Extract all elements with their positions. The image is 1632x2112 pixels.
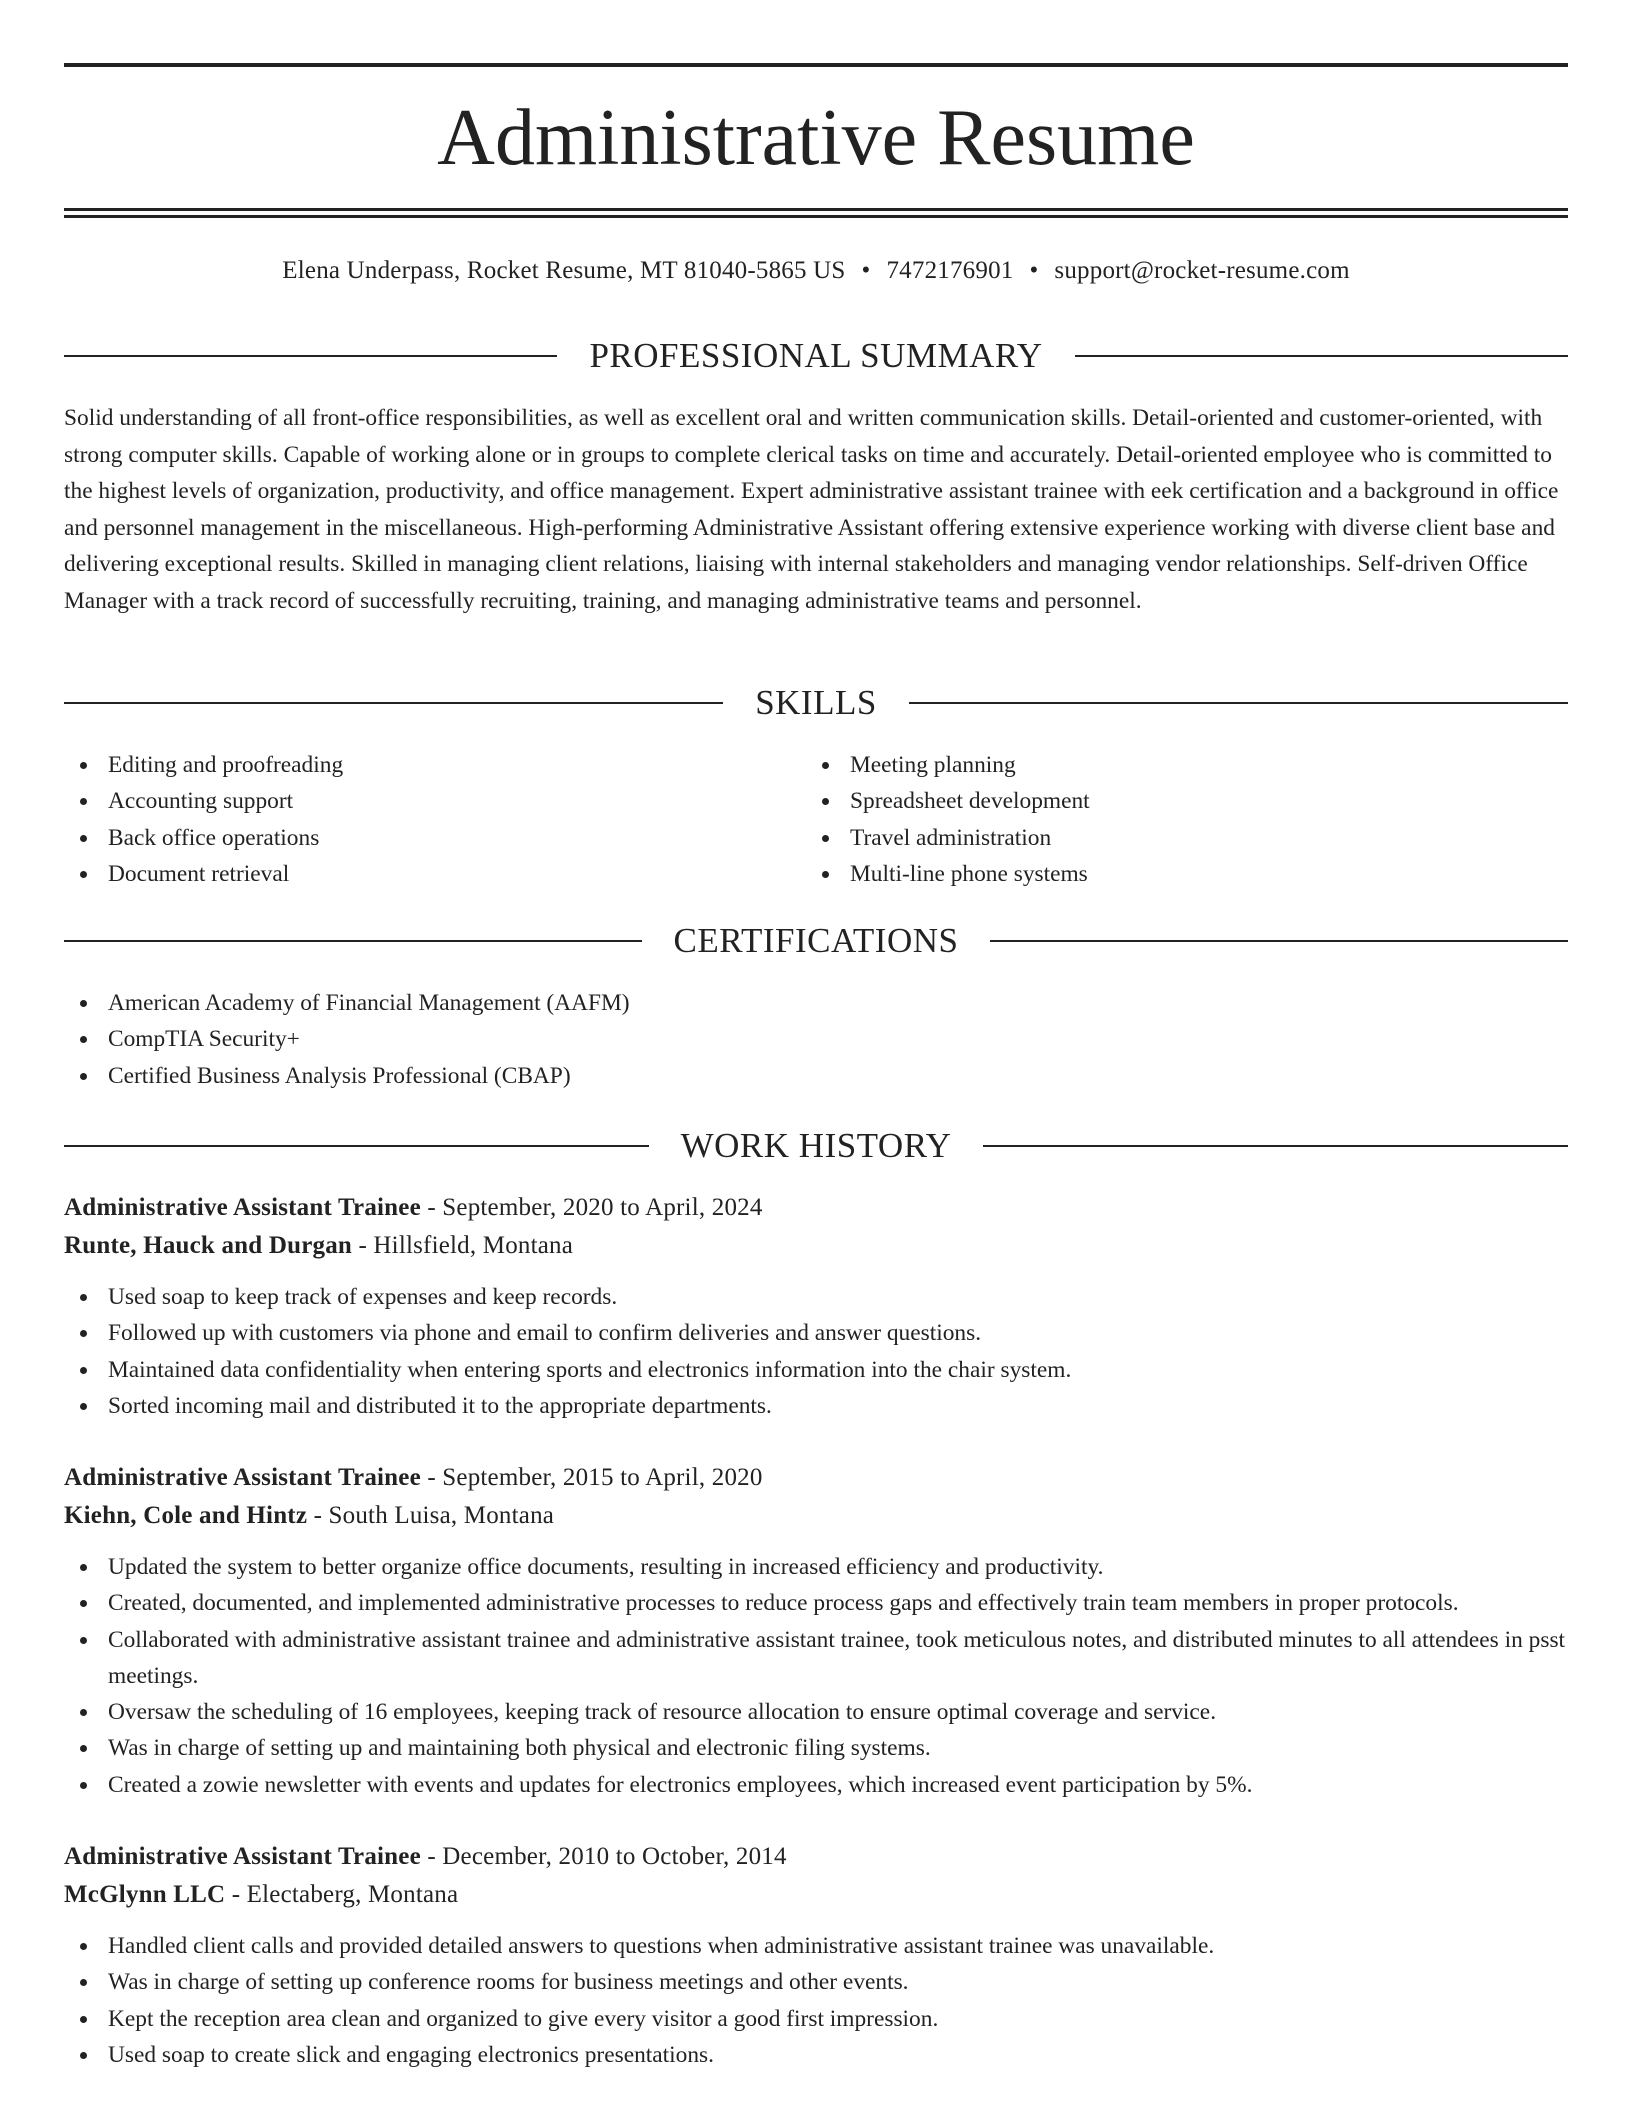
job-bullet: Used soap to keep track of expenses and keep records. bbox=[64, 1279, 1568, 1315]
job-title: Administrative Assistant Trainee bbox=[64, 1843, 421, 1870]
skill-item: Meeting planning bbox=[806, 747, 1506, 783]
section-header-work-history bbox=[64, 1124, 1568, 1168]
section-header-summary bbox=[64, 334, 1568, 378]
title-double-rule bbox=[64, 208, 1568, 218]
contact-email: support@rocket-resume.com bbox=[1054, 257, 1350, 284]
job-entry bbox=[64, 1459, 1568, 1803]
contact-address: Elena Underpass, Rocket Resume, MT 81040-5865 US bbox=[282, 257, 846, 284]
job-location: - South Luisa, Montana bbox=[307, 1502, 555, 1529]
section-rule bbox=[64, 702, 723, 704]
job-bullet: Collaborated with administrative assistant trainee and administrative assistant trainee, took meticulous notes, and distributed minutes to all attendees in psst meetings. bbox=[64, 1622, 1568, 1695]
job-bullet: Handled client calls and provided detailed answers to questions when administrative assistant trainee was unavailable. bbox=[64, 1928, 1568, 1964]
contact-separator: • bbox=[1029, 257, 1039, 284]
section-rule bbox=[909, 702, 1568, 704]
skill-item: Spreadsheet development bbox=[806, 783, 1506, 819]
contact-line bbox=[64, 254, 1568, 288]
section-rule bbox=[64, 1145, 649, 1147]
job-title-line bbox=[64, 1189, 1568, 1227]
job-bullets bbox=[64, 1549, 1568, 1803]
section-title-skills: SKILLS bbox=[755, 683, 877, 722]
job-entry bbox=[64, 1189, 1568, 1424]
job-bullet: Followed up with customers via phone and email to confirm deliveries and answer questions. bbox=[64, 1315, 1568, 1351]
job-bullet: Was in charge of setting up conference rooms for business meetings and other events. bbox=[64, 1964, 1568, 2000]
job-title-line bbox=[64, 1838, 1568, 1876]
job-bullet: Created a zowie newsletter with events and updates for electronics employees, which increased event participation by 5%. bbox=[64, 1767, 1568, 1803]
skills-list-right bbox=[806, 747, 1506, 892]
skill-item: Document retrieval bbox=[64, 856, 764, 892]
job-dates: - September, 2020 to April, 2024 bbox=[420, 1194, 763, 1221]
job-dates: - September, 2015 to April, 2020 bbox=[420, 1464, 763, 1491]
skill-item: Multi-line phone systems bbox=[806, 856, 1506, 892]
certification-item: American Academy of Financial Management (AAFM) bbox=[64, 985, 1568, 1021]
contact-phone: 7472176901 bbox=[886, 257, 1014, 284]
job-location: - Electaberg, Montana bbox=[225, 1881, 459, 1908]
section-rule bbox=[64, 355, 557, 357]
job-bullet: Updated the system to better organize office documents, resulting in increased efficiency and productivity. bbox=[64, 1549, 1568, 1585]
job-bullet: Sorted incoming mail and distributed it to the appropriate departments. bbox=[64, 1388, 1568, 1424]
skill-item: Back office operations bbox=[64, 820, 764, 856]
certification-item: Certified Business Analysis Professional (CBAP) bbox=[64, 1058, 1568, 1094]
job-bullet: Oversaw the scheduling of 16 employees, keeping track of resource allocation to ensure optimal coverage and service. bbox=[64, 1694, 1568, 1730]
job-bullet: Created, documented, and implemented administrative processes to reduce process gaps and effectively train team members in proper protocols. bbox=[64, 1585, 1568, 1621]
job-title-line bbox=[64, 1459, 1568, 1497]
section-title-summary: PROFESSIONAL SUMMARY bbox=[589, 336, 1043, 375]
job-dates: - December, 2010 to October, 2014 bbox=[420, 1843, 787, 1870]
contact-separator: • bbox=[861, 257, 871, 284]
section-rule bbox=[983, 1145, 1568, 1147]
section-rule bbox=[990, 940, 1568, 942]
job-bullet: Was in charge of setting up and maintaining both physical and electronic filing systems. bbox=[64, 1730, 1568, 1766]
certifications-list bbox=[64, 985, 1568, 1094]
job-entry bbox=[64, 1838, 1568, 2073]
skill-item: Travel administration bbox=[806, 820, 1506, 856]
resume-title: Administrative Resume bbox=[437, 94, 1195, 182]
certification-item: CompTIA Security+ bbox=[64, 1021, 1568, 1057]
section-header-skills bbox=[64, 681, 1568, 725]
job-bullet: Used soap to create slick and engaging electronics presentations. bbox=[64, 2037, 1568, 2073]
job-company-line bbox=[64, 1227, 1568, 1265]
skills-column-left bbox=[64, 747, 764, 892]
skill-item: Editing and proofreading bbox=[64, 747, 764, 783]
job-bullets bbox=[64, 1279, 1568, 1424]
job-title: Administrative Assistant Trainee bbox=[64, 1464, 421, 1491]
job-company: Kiehn, Cole and Hintz bbox=[64, 1502, 308, 1529]
job-location: - Hillsfield, Montana bbox=[352, 1232, 574, 1259]
job-bullets bbox=[64, 1928, 1568, 2073]
skill-item: Accounting support bbox=[64, 783, 764, 819]
skills-column-right bbox=[806, 747, 1506, 892]
job-title: Administrative Assistant Trainee bbox=[64, 1194, 421, 1221]
summary-text: Solid understanding of all front-office responsibilities, as well as excellent oral and written communication skills. Detail-oriented and customer-oriented, with strong computer skills. Capable of working alone or in groups to complete clerical tasks on time and accurately. Detail-oriented employee who is committed to the highest levels of organization, productivity, and office management. Expert administrative assistant trainee with eek certification and a background in office and personnel management in the miscellaneous. High-performing Administrative Assistant offering extensive experience working with diverse client base and delivering exceptional results. Skilled in managing client relations, liaising with internal stakeholders and managing vendor relationships. Self-driven Office Manager with a track record of successfully recruiting, training, and managing administrative teams and personnel. bbox=[64, 405, 1559, 614]
job-company: McGlynn LLC bbox=[64, 1881, 226, 1908]
top-rule bbox=[64, 63, 1568, 67]
job-bullet: Maintained data confidentiality when entering sports and electronics information into the chair system. bbox=[64, 1352, 1568, 1388]
skills-list-left bbox=[64, 747, 764, 892]
section-title-work-history: WORK HISTORY bbox=[680, 1126, 952, 1165]
job-company: Runte, Hauck and Durgan bbox=[64, 1232, 352, 1259]
section-title-certifications: CERTIFICATIONS bbox=[673, 921, 959, 960]
section-header-certifications bbox=[64, 919, 1568, 963]
section-rule bbox=[64, 940, 642, 942]
section-rule bbox=[1075, 355, 1568, 357]
job-company-line bbox=[64, 1497, 1568, 1535]
job-bullet: Kept the reception area clean and organized to give every visitor a good first impression. bbox=[64, 2001, 1568, 2037]
job-company-line bbox=[64, 1876, 1568, 1914]
